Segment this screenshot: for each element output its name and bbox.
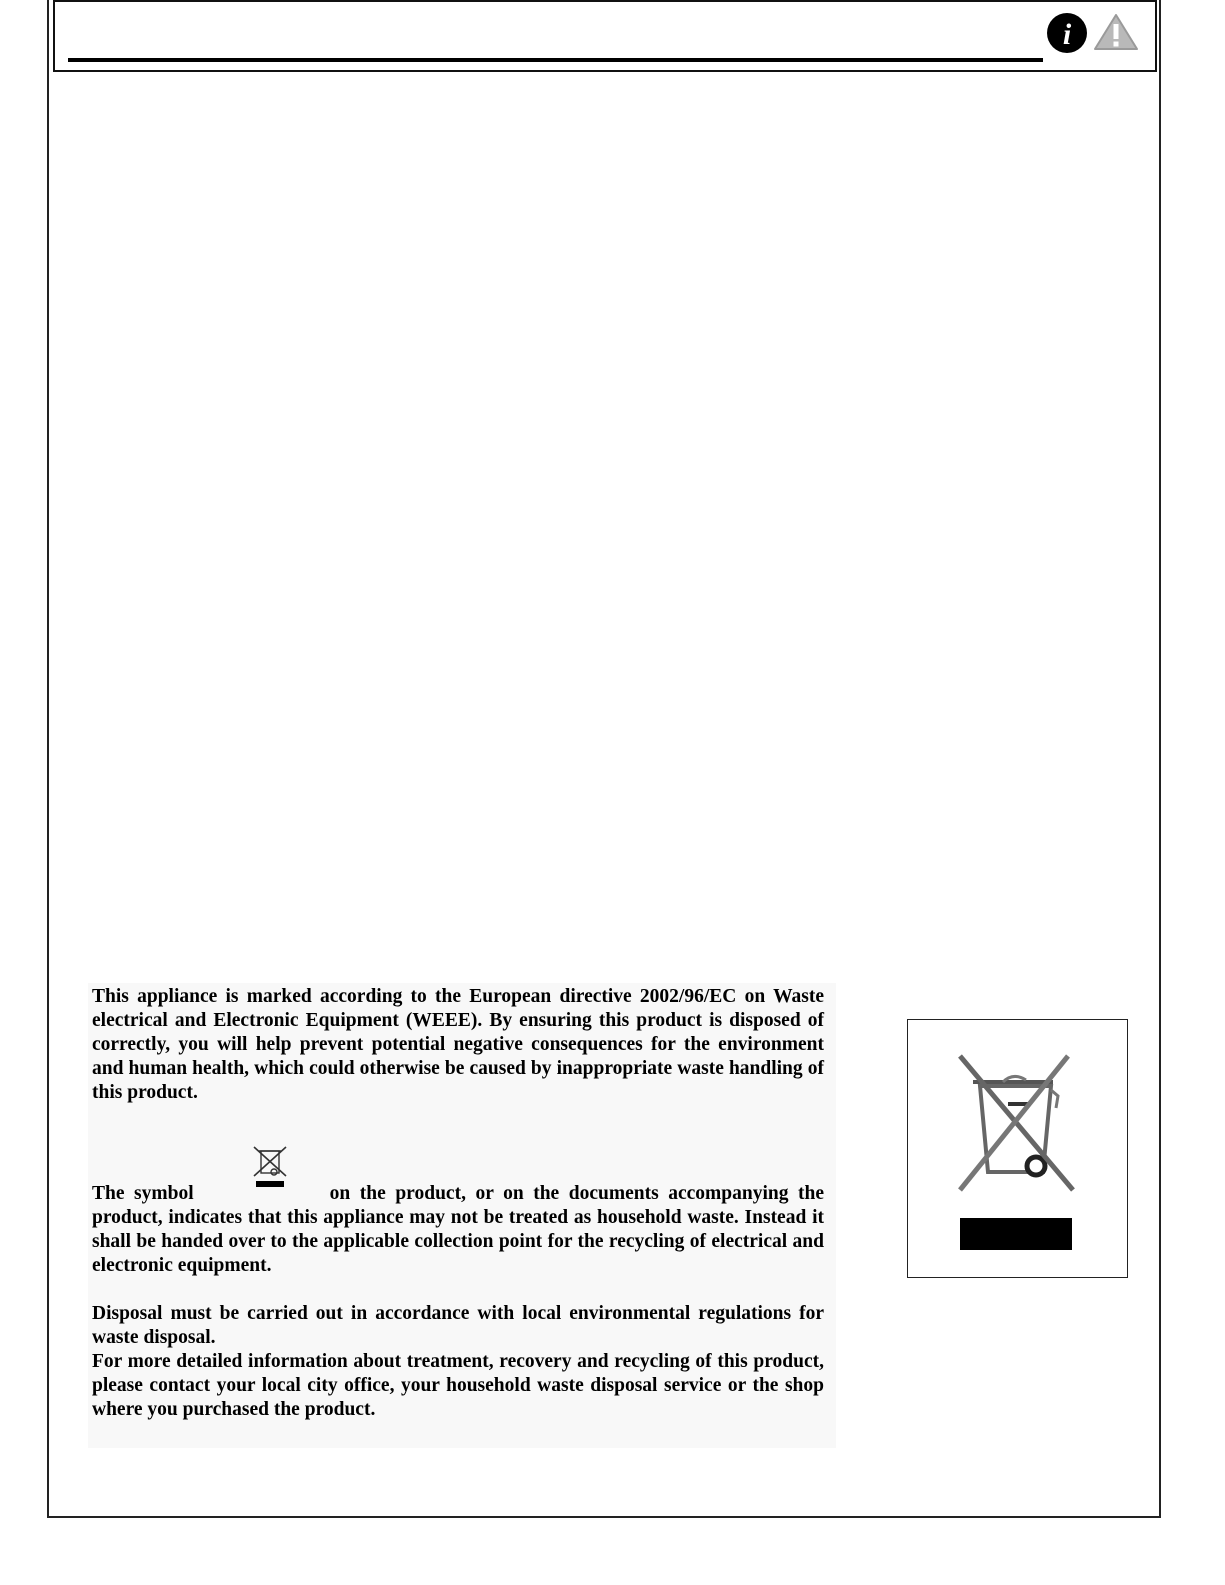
symbol-explanation-text: on the product, or on the documents accompanying the product, indicates that this appliance may not be treated as household waste. Instead it shall be handed over to the applicable collection point for the recycling of electrical and electronic equipment. (92, 1183, 825, 1276)
disposal-regulations-text: Disposal must be carried out in accordance with local environmental regulations for waste disposal. (92, 1303, 824, 1348)
crossed-out-wheelie-bin-icon (252, 1161, 288, 1203)
svg-text:i: i (1062, 18, 1072, 51)
crossed-out-wheelie-bin-icon (908, 1020, 1126, 1276)
symbol-lead-text: The symbol (92, 1183, 194, 1204)
warning-icon (1092, 12, 1140, 52)
weee-symbol-box (907, 1019, 1128, 1278)
weee-paragraph-2 (92, 1161, 824, 1278)
info-icon (1046, 12, 1088, 54)
weee-paragraph-1: This appliance is marked according to the European directive 2002/96/EC on Waste electrical and Electronic Equipment (WEEE). By ensuring this product is disposed of correctly, you will help prevent potential negative consequences for the environment and human health, which could otherwise be caused by inappropriate waste handling of this product. (92, 986, 824, 1103)
weee-paragraph-3 (92, 1302, 824, 1422)
contact-information-text: For more detailed information about treatment, recovery and recycling of this product, please contact your local city office, your household waste disposal service or the shop where you purchased the product. (92, 1351, 824, 1420)
header-rule (68, 58, 1043, 62)
